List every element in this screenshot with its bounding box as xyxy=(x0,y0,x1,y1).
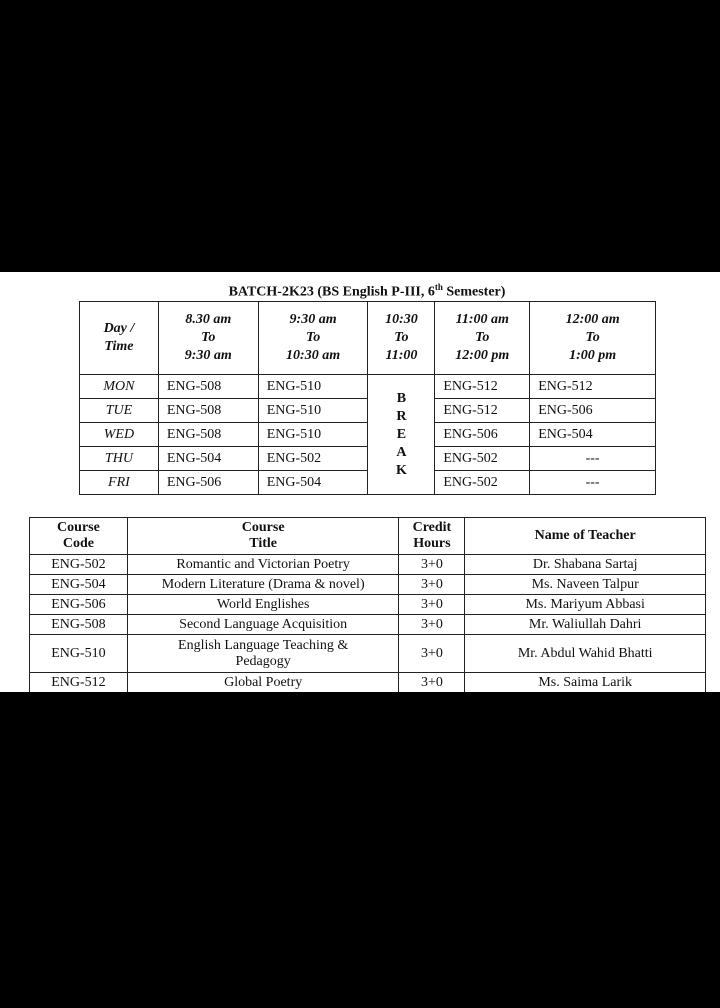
course-title: Second Language Acquisition xyxy=(127,615,399,635)
timetable-row xyxy=(80,447,656,471)
class-cell: ENG-512 xyxy=(435,399,530,423)
teacher-name: Ms. Mariyum Abbasi xyxy=(465,595,706,615)
course-table xyxy=(29,517,706,692)
teacher-name: Ms. Saima Larik xyxy=(465,673,706,693)
course-header-row xyxy=(30,518,706,555)
credit-hours: 3+0 xyxy=(399,635,465,673)
class-cell: ENG-510 xyxy=(258,399,368,423)
credit-hours: 3+0 xyxy=(399,575,465,595)
empty-slot-cell: --- xyxy=(530,471,656,495)
day-cell: FRI xyxy=(80,471,159,495)
timetable-row xyxy=(80,471,656,495)
course-code: ENG-504 xyxy=(30,575,128,595)
page-title xyxy=(0,282,720,301)
title-text: BATCH-2K23 (BS English P-III, 6 xyxy=(228,284,435,300)
credit-hours-header: Credit Hours xyxy=(399,518,465,555)
credit-hours: 3+0 xyxy=(399,555,465,575)
timetable-row xyxy=(80,375,656,399)
slot-header: 11:00 am To 12:00 pm xyxy=(435,302,530,375)
teacher-name: Mr. Waliullah Dahri xyxy=(465,615,706,635)
timetable xyxy=(79,301,656,495)
course-title: Modern Literature (Drama & novel) xyxy=(127,575,399,595)
slot-header: 8.30 am To 9:30 am xyxy=(158,302,258,375)
teacher-name: Ms. Naveen Talpur xyxy=(465,575,706,595)
course-code: ENG-510 xyxy=(30,635,128,673)
title-text-end: Semester) xyxy=(442,284,506,300)
class-cell: ENG-510 xyxy=(258,423,368,447)
timetable-row xyxy=(80,423,656,447)
day-cell: TUE xyxy=(80,399,159,423)
title-superscript: th xyxy=(434,282,443,292)
break-cell: B R E A K xyxy=(368,375,435,495)
day-cell: MON xyxy=(80,375,159,399)
class-cell: ENG-512 xyxy=(435,375,530,399)
slot-header-break: 10:30 To 11:00 xyxy=(368,302,435,375)
course-title: World Englishes xyxy=(127,595,399,615)
timetable-header-row xyxy=(80,302,656,375)
day-cell: WED xyxy=(80,423,159,447)
class-cell: ENG-502 xyxy=(435,447,530,471)
class-cell: ENG-506 xyxy=(530,399,656,423)
credit-hours: 3+0 xyxy=(399,615,465,635)
class-cell: ENG-506 xyxy=(435,423,530,447)
document-page xyxy=(0,272,720,692)
table-row xyxy=(30,615,706,635)
credit-hours: 3+0 xyxy=(399,595,465,615)
table-row xyxy=(30,673,706,693)
class-cell: ENG-508 xyxy=(158,375,258,399)
slot-header: 9:30 am To 10:30 am xyxy=(258,302,368,375)
table-row xyxy=(30,595,706,615)
course-code: ENG-502 xyxy=(30,555,128,575)
course-title: English Language Teaching & Pedagogy xyxy=(127,635,399,673)
table-row xyxy=(30,635,706,673)
class-cell: ENG-506 xyxy=(158,471,258,495)
class-cell: ENG-510 xyxy=(258,375,368,399)
class-cell: ENG-504 xyxy=(530,423,656,447)
class-cell: ENG-504 xyxy=(158,447,258,471)
class-cell: ENG-508 xyxy=(158,399,258,423)
teacher-name: Dr. Shabana Sartaj xyxy=(465,555,706,575)
course-code: ENG-506 xyxy=(30,595,128,615)
day-cell: THU xyxy=(80,447,159,471)
class-cell: ENG-502 xyxy=(258,447,368,471)
teacher-header: Name of Teacher xyxy=(465,518,706,555)
class-cell: ENG-502 xyxy=(435,471,530,495)
course-title: Romantic and Victorian Poetry xyxy=(127,555,399,575)
table-row xyxy=(30,575,706,595)
teacher-name: Mr. Abdul Wahid Bhatti xyxy=(465,635,706,673)
timetable-row xyxy=(80,399,656,423)
course-code: ENG-512 xyxy=(30,673,128,693)
day-time-header: Day / Time xyxy=(80,302,159,375)
course-title: Global Poetry xyxy=(127,673,399,693)
class-cell: ENG-508 xyxy=(158,423,258,447)
class-cell: ENG-512 xyxy=(530,375,656,399)
slot-header: 12:00 am To 1:00 pm xyxy=(530,302,656,375)
table-row xyxy=(30,555,706,575)
credit-hours: 3+0 xyxy=(399,673,465,693)
course-code: ENG-508 xyxy=(30,615,128,635)
course-title-header: Course Title xyxy=(127,518,399,555)
empty-slot-cell: --- xyxy=(530,447,656,471)
class-cell: ENG-504 xyxy=(258,471,368,495)
course-code-header: Course Code xyxy=(30,518,128,555)
